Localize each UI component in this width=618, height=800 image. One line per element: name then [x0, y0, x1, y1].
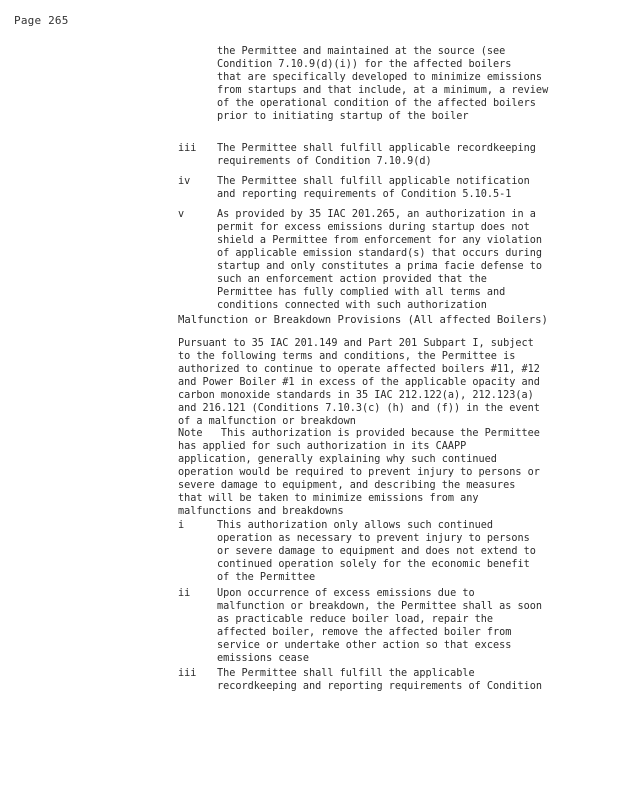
text-line: Note This authorization is provided because the Permittee [178, 428, 540, 439]
text-line: and Power Boiler #1 in excess of the applicable opacity and [178, 377, 540, 388]
text-line: As provided by 35 IAC 201.265, an authorization in a [217, 209, 536, 220]
text-line: operation would be required to prevent injury to persons or [178, 467, 540, 478]
item-marker: iv [178, 176, 191, 187]
text-line: carbon monoxide standards in 35 IAC 212.122(a), 212.123(a) [178, 390, 534, 401]
text-line: application, generally explaining why such continued [178, 454, 497, 465]
text-line: Pursuant to 35 IAC 201.149 and Part 201 Subpart I, subject [178, 338, 534, 349]
text-line: that will be taken to minimize emissions from any [178, 493, 479, 504]
item-marker: ii [178, 588, 191, 599]
text-line: conditions connected with such authorization [217, 300, 487, 311]
text-line: Condition 7.10.9(d)(i)) for the affected boilers [217, 59, 512, 70]
item-marker: iii [178, 143, 197, 154]
text-line: continued operation solely for the economic benefit [217, 559, 530, 570]
text-line: Permittee has fully complied with all terms and [217, 287, 506, 298]
text-line: requirements of Condition 7.10.9(d) [217, 156, 432, 167]
text-line: from startups and that include, at a minimum, a review [217, 85, 549, 96]
text-line: such an enforcement action provided that the [217, 274, 487, 285]
text-line: service or undertake other action so that excess [217, 640, 512, 651]
item-marker: v [178, 209, 185, 220]
text-line: malfunction or breakdown, the Permittee shall as soon [217, 601, 543, 612]
text-line: of a malfunction or breakdown [178, 416, 356, 427]
text-line: the Permittee and maintained at the source (see [217, 46, 506, 57]
text-line: Upon occurrence of excess emissions due to [217, 588, 475, 599]
text-line: The Permittee shall fulfill applicable recordkeeping [217, 143, 536, 154]
text-line: startup and only constitutes a prima facie defense to [217, 261, 543, 272]
text-line: or severe damage to equipment and does not extend to [217, 546, 536, 557]
text-line: of applicable emission standard(s) that occurs during [217, 248, 543, 259]
text-line: recordkeeping and reporting requirements of Condition [217, 681, 543, 692]
text-line: affected boiler, remove the affected boiler from [217, 627, 512, 638]
text-line: of the Permittee [217, 572, 316, 583]
text-line: emissions cease [217, 653, 310, 664]
text-line: as practicable reduce boiler load, repair the [217, 614, 494, 625]
text-line: severe damage to equipment, and describing the measures [178, 480, 516, 491]
text-line: and reporting requirements of Condition 5.10.5-1 [217, 189, 512, 200]
text-line: of the operational condition of the affected boilers [217, 98, 536, 109]
page-number: Page 265 [14, 14, 69, 27]
text-line: permit for excess emissions during startup does not [217, 222, 530, 233]
text-line: This authorization only allows such continued [217, 520, 494, 531]
text-line: The Permittee shall fulfill the applicable [217, 668, 475, 679]
text-line: and 216.121 (Conditions 7.10.3(c) (h) and (f)) in the event [178, 403, 540, 414]
item-marker: iii [178, 668, 197, 679]
text-line: operation as necessary to prevent injury to persons [217, 533, 530, 544]
text-line: shield a Permittee from enforcement for any violation [217, 235, 543, 246]
section-heading: Malfunction or Breakdown Provisions (All affected Boilers) [178, 314, 548, 326]
text-line: authorized to continue to operate affected boilers #11, #12 [178, 364, 540, 375]
text-line: malfunctions and breakdowns [178, 506, 344, 517]
text-line: that are specifically developed to minimize emissions [217, 72, 543, 83]
text-line: The Permittee shall fulfill applicable notification [217, 176, 530, 187]
text-line: to the following terms and conditions, the Permittee is [178, 351, 516, 362]
text-line: has applied for such authorization in its CAAPP [178, 441, 467, 452]
item-marker: i [178, 520, 185, 531]
text-line: prior to initiating startup of the boiler [217, 111, 469, 122]
